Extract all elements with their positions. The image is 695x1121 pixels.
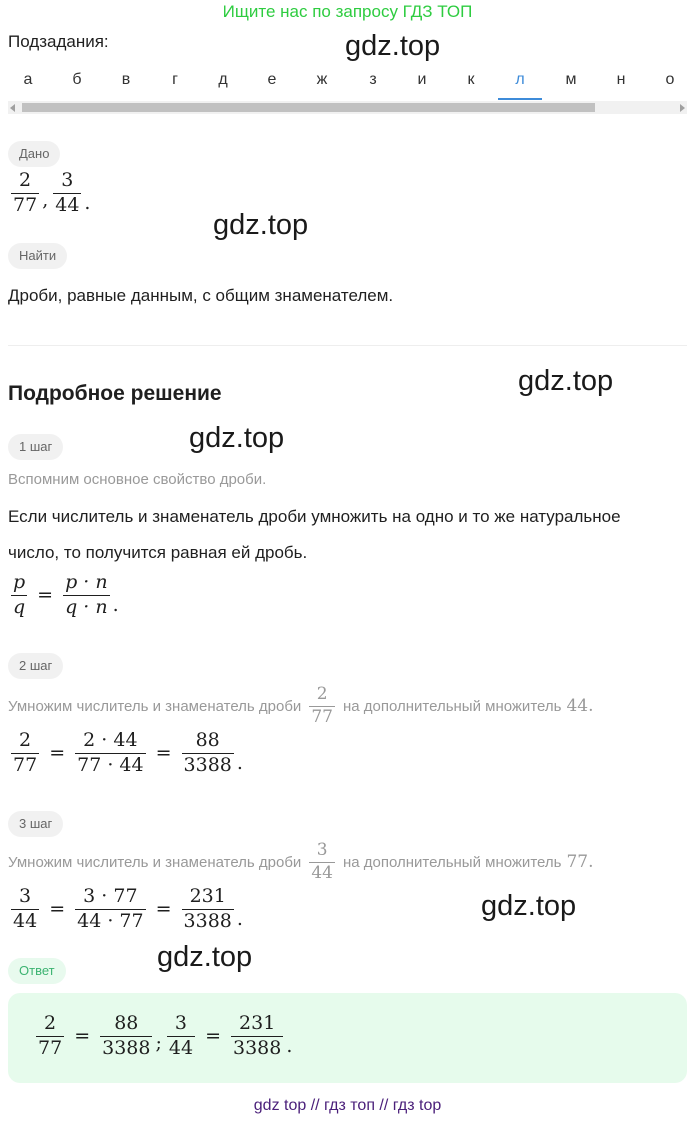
step2-equation: $\frac{2}{77}$ = $\frac{2 \cdot 44}{77 \cdot 44}$ = $\frac{88}{3388}$ . xyxy=(13,729,243,776)
fraction: $\frac{2}{77}$ xyxy=(38,1012,63,1059)
subtasks-label: Подзадания: xyxy=(8,32,109,51)
tab-g[interactable]: г xyxy=(172,71,178,88)
step3-equation: $\frac{3}{44}$ = $\frac{3 \cdot 77}{44 \cdot 77}$ = $\frac{231}{3388}$ . xyxy=(13,885,243,932)
fraction: $\frac{p \cdot n}{q \cdot n}$ xyxy=(65,571,108,618)
fraction: $\frac{3}{44}$ xyxy=(13,885,38,932)
tab-k[interactable]: к xyxy=(467,71,475,88)
scroll-left-arrow-icon[interactable] xyxy=(10,104,15,112)
fraction: $\frac{231}{3388}$ xyxy=(183,885,232,932)
tab-m[interactable]: м xyxy=(565,71,577,88)
step1-hint: Вспомним основное свойство дроби. xyxy=(8,471,267,488)
fraction: $\frac{88}{3388}$ xyxy=(102,1012,151,1059)
step1-pill: 1 шаг xyxy=(8,434,63,460)
fraction: $\frac{3}{44}$ xyxy=(55,169,80,216)
footer-links[interactable]: gdz top // гдз топ // гдз top xyxy=(253,1097,442,1114)
tab-n[interactable]: н xyxy=(616,71,626,88)
fraction: $\frac{3}{44}$ xyxy=(168,1012,194,1059)
tab-z[interactable]: з xyxy=(369,71,377,88)
watermark: gdz.top xyxy=(213,209,309,241)
fraction: $\frac{2}{77}$ xyxy=(13,169,38,216)
watermark: gdz.top xyxy=(518,365,614,397)
step1-formula: $\frac{p}{q}$ = $\frac{p \cdot n}{q \cdot n}$ . xyxy=(13,571,119,618)
tab-i[interactable]: и xyxy=(417,71,427,88)
divider xyxy=(8,345,687,346)
step1-text-line2: число, то получится равная ей дробь. xyxy=(8,543,308,562)
watermark: gdz.top xyxy=(481,890,577,922)
watermark: gdz.top xyxy=(157,941,253,973)
fraction: $\frac{2}{77}$ xyxy=(311,684,333,727)
tab-o[interactable]: о xyxy=(665,71,675,88)
answer-equation: $\frac{2}{77}$ = $\frac{88}{3388}$ ; $\frac{3}{44}$ = $\frac{231}{3388}$ . xyxy=(38,1012,293,1059)
tab-d[interactable]: д xyxy=(218,71,228,88)
tab-b[interactable]: б xyxy=(72,71,82,88)
step3-pill: 3 шаг xyxy=(8,811,63,837)
tab-a[interactable]: а xyxy=(23,71,33,88)
answer-pill: Ответ xyxy=(8,958,66,984)
fraction: $\frac{2 \cdot 44}{77 \cdot 44}$ xyxy=(77,729,144,776)
fraction: $\frac{88}{3388}$ xyxy=(183,729,232,776)
step1-text-line1: Если числитель и знаменатель дроби умножить на одно и то же натуральное xyxy=(8,507,621,526)
tab-l[interactable]: л xyxy=(498,66,542,100)
fraction: $\frac{2}{77}$ xyxy=(13,729,38,776)
tab-v[interactable]: в xyxy=(121,71,131,88)
find-text: Дроби, равные данным, с общим знаменателем. xyxy=(8,286,394,305)
fraction: $\frac{3 \cdot 77}{44 \cdot 77}$ xyxy=(77,885,144,932)
tabs-scrollbar[interactable] xyxy=(8,101,687,114)
step2-pill: 2 шаг xyxy=(8,653,63,679)
watermark: gdz.top xyxy=(189,422,285,454)
subtask-tabs xyxy=(0,66,695,102)
fraction: $\frac{3}{44}$ xyxy=(311,840,333,883)
step3-hint: Умножим числитель и знаменатель дроби $\frac{3}{44}$ на дополнительный множитель 77. xyxy=(8,840,594,883)
watermark: gdz.top xyxy=(345,30,441,62)
tab-e[interactable]: е xyxy=(267,71,277,88)
fraction: $\frac{231}{3388}$ xyxy=(232,1012,282,1059)
given-fractions: $\frac{2}{77}$ , $\frac{3}{44}$ . xyxy=(13,169,91,216)
given-pill: Дано xyxy=(8,141,60,167)
top-banner-link[interactable]: Ищите нас по запросу ГДЗ ТОП xyxy=(222,2,473,21)
tab-zh[interactable]: ж xyxy=(316,71,328,88)
scrollbar-thumb[interactable] xyxy=(22,103,595,112)
fraction: $\frac{p}{q}$ xyxy=(13,571,26,618)
step2-hint: Умножим числитель и знаменатель дроби $\frac{2}{77}$ на дополнительный множитель 44. xyxy=(8,684,594,727)
scroll-right-arrow-icon[interactable] xyxy=(680,104,685,112)
solution-title: Подробное решение xyxy=(8,382,222,405)
find-pill: Найти xyxy=(8,243,67,269)
